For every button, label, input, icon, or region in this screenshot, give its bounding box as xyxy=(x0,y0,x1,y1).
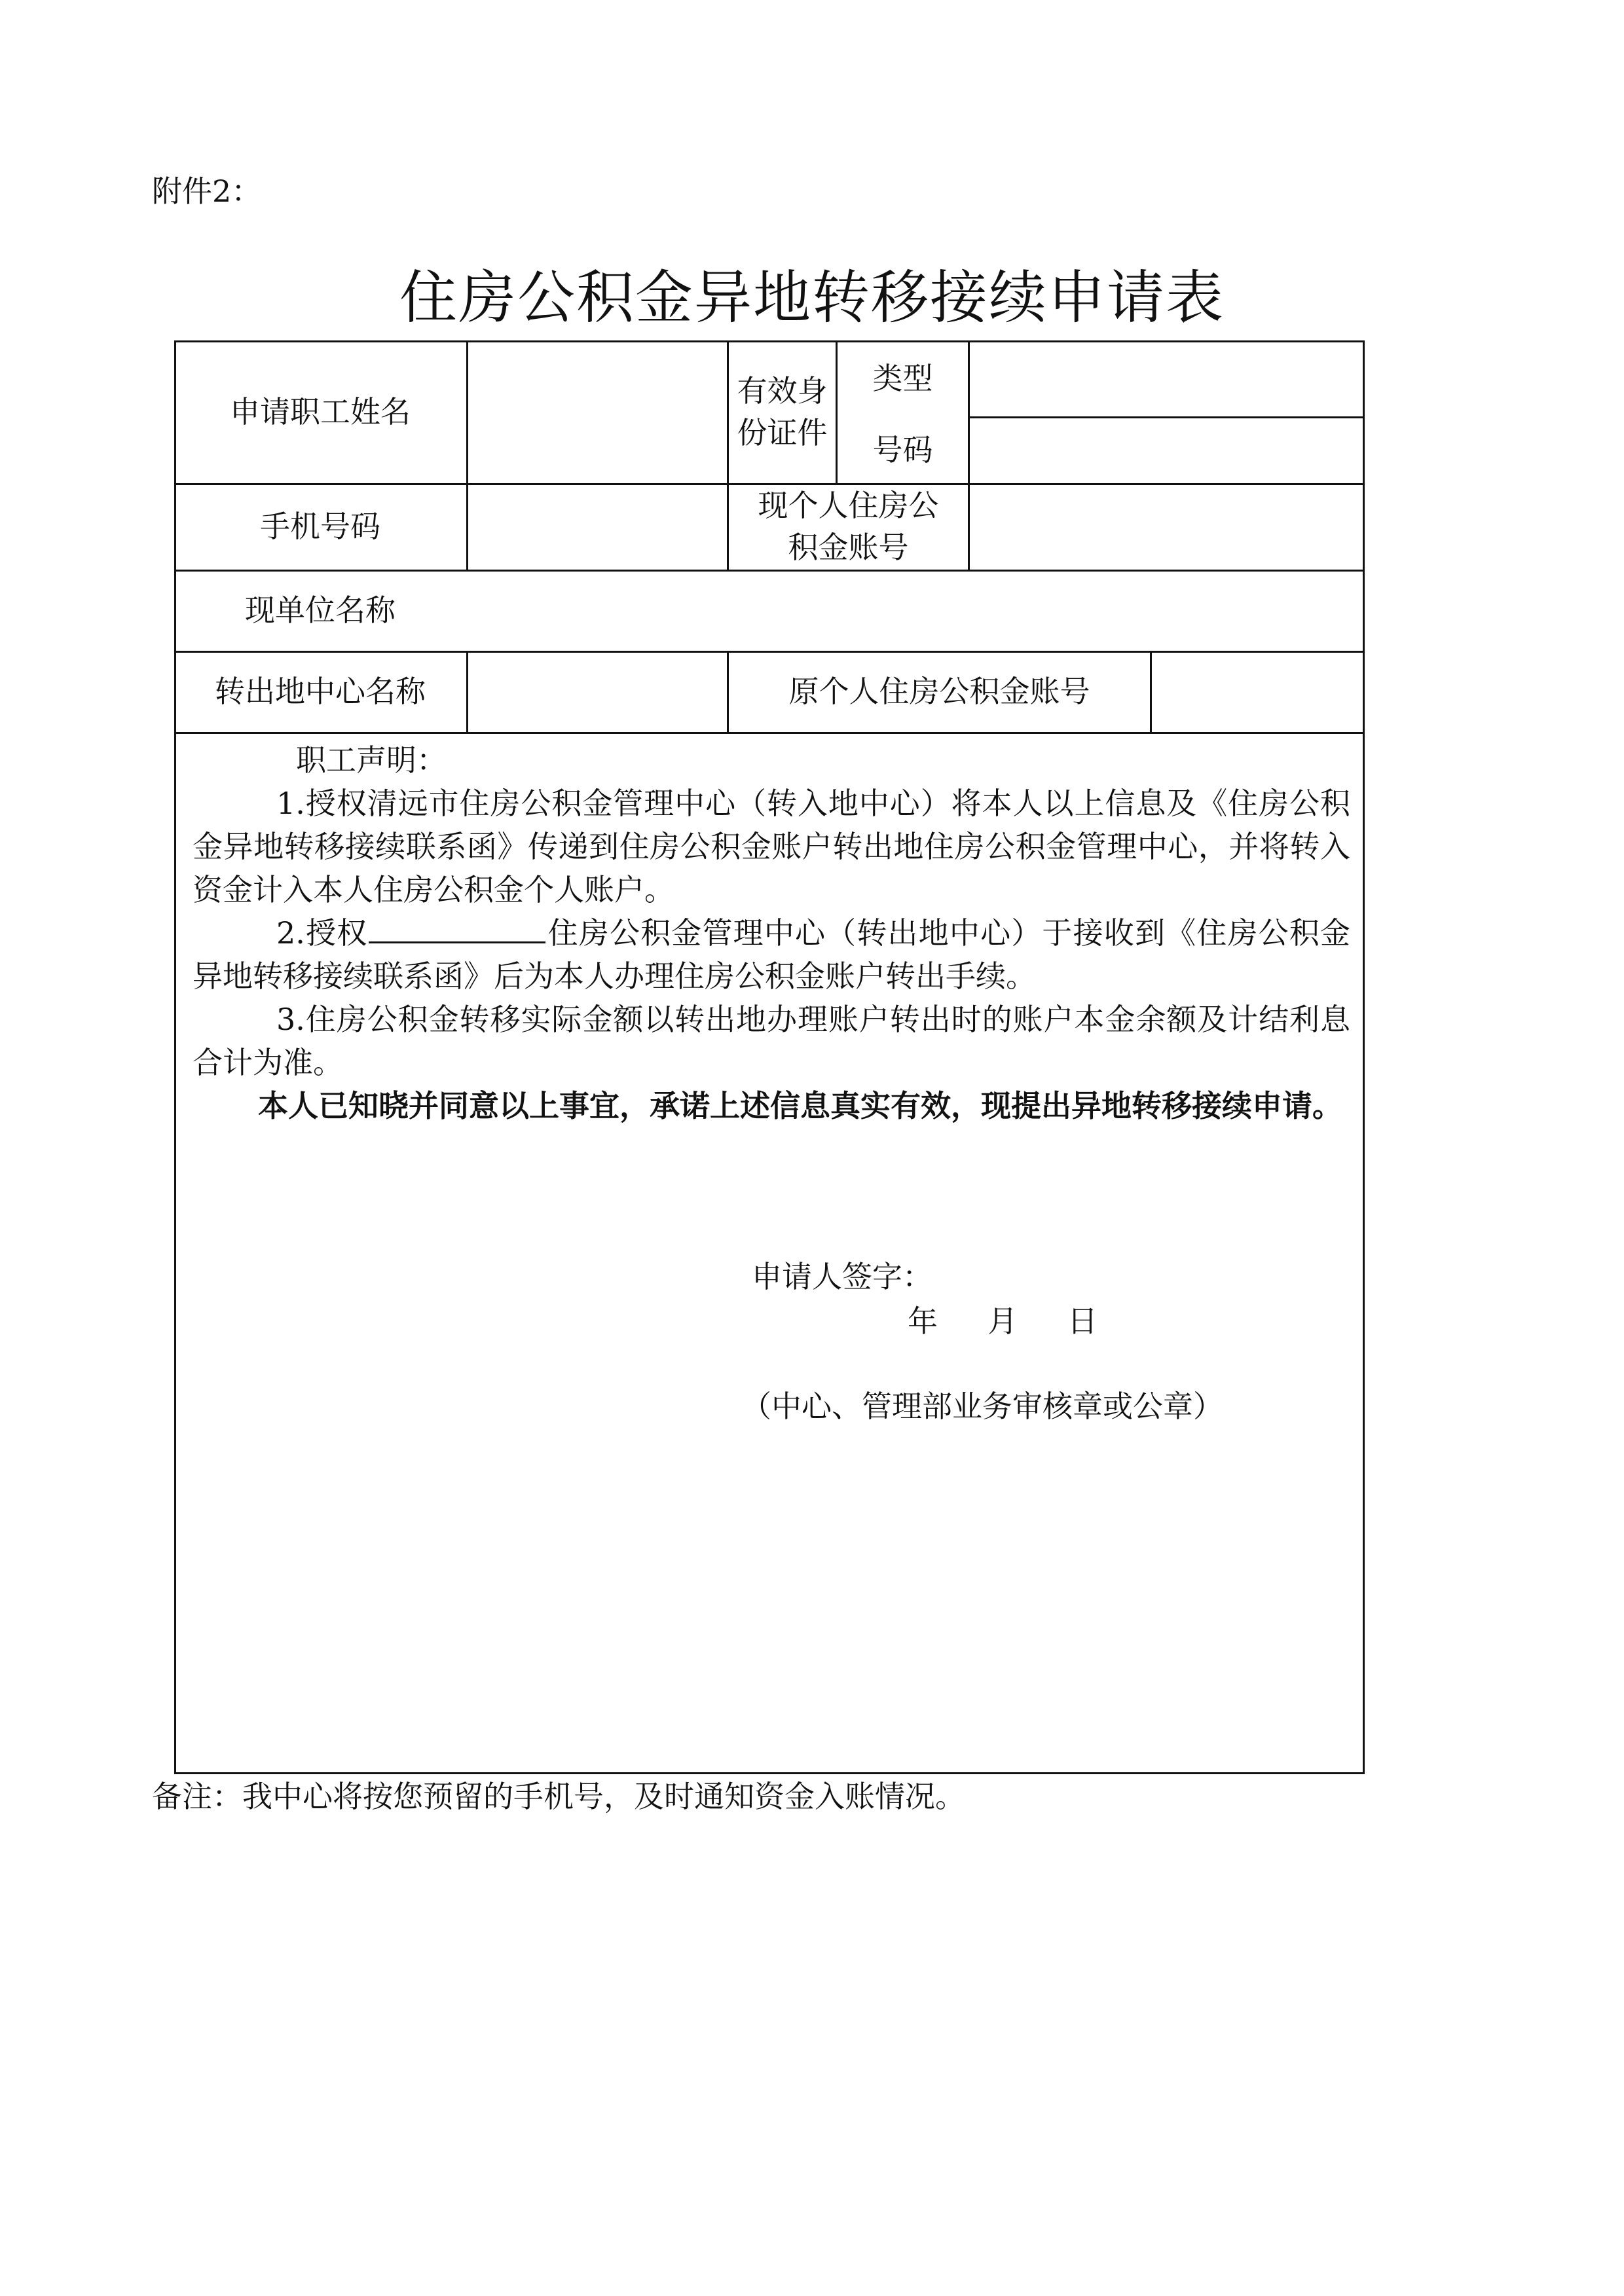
date-year-label: 年 xyxy=(908,1303,938,1339)
original-account-field[interactable] xyxy=(1152,653,1363,732)
current-account-label-line1: 现个人住房公 xyxy=(758,488,939,523)
current-employer-field[interactable] xyxy=(468,572,1363,651)
phone-label: 手机号码 xyxy=(260,509,380,544)
id-number-field[interactable] xyxy=(970,418,1363,483)
id-type-field[interactable] xyxy=(970,342,1363,416)
original-account-label: 原个人住房公积金账号 xyxy=(788,674,1090,709)
table-line-row4 xyxy=(174,732,1365,734)
form-title: 住房公积金异地转移接续申请表 xyxy=(399,264,1225,331)
applicant-name-field[interactable] xyxy=(468,342,727,483)
applicant-signature-label: 申请人签字： xyxy=(752,1259,932,1294)
id-document-label xyxy=(729,340,836,483)
current-employer-label: 现单位名称 xyxy=(245,592,396,628)
statement-item-2-suffix: 住房公积金管理中心（转出地中心）于接收到《住房公积金异地转移接续联系函》后为本人办理住房公积金账户转出手续。 xyxy=(193,915,1351,994)
transfer-out-center-label: 转出地中心名称 xyxy=(215,674,426,709)
table-border-right xyxy=(1363,340,1365,1774)
statement-agreement: 本人已知晓并同意以上事宜，承诺上述信息真实有效，现提出异地转移接续申请。 xyxy=(258,1088,1342,1123)
footer-note: 备注：我中心将按您预留的手机号，及时通知资金入账情况。 xyxy=(152,1779,965,1814)
statement-item-3: 3.住房公积金转移实际金额以转出地办理账户转出时的账户本金余额及计结利息合计为准。 xyxy=(193,1002,1350,1080)
applicant-name-label: 申请职工姓名 xyxy=(230,394,411,429)
table-border-bottom xyxy=(174,1772,1365,1774)
current-account-label-line2: 积金账号 xyxy=(788,530,909,565)
statement-item-1: 1.授权清远市住房公积金管理中心（转入地中心）将本人以上信息及《住房公积金异地转移接续联系函》传递到住房公积金账户转出地住房公积金管理中心，并将转入资金计入本人住房公积金个人账户。 xyxy=(193,786,1350,907)
application-form xyxy=(174,340,1365,1774)
attachment-label: 附件2： xyxy=(152,173,262,209)
date-day-label: 日 xyxy=(1067,1303,1098,1339)
id-document-label-line1: 有效身 xyxy=(737,373,828,409)
stamp-note: （中心、管理部业务审核章或公章） xyxy=(741,1389,1223,1424)
current-account-field[interactable] xyxy=(970,485,1363,570)
statement-item-2 xyxy=(193,911,1350,998)
transfer-out-center-field[interactable] xyxy=(468,653,727,732)
phone-field[interactable] xyxy=(468,485,727,570)
signature-date xyxy=(908,1300,1098,1342)
current-account-label xyxy=(729,483,968,570)
id-document-label-line2: 份证件 xyxy=(737,415,828,450)
id-number-label: 号码 xyxy=(872,432,933,467)
employee-statement xyxy=(193,738,1350,1127)
id-type-label: 类型 xyxy=(872,361,933,396)
date-month-label: 月 xyxy=(987,1303,1018,1339)
statement-item-2-prefix: 2.授权 xyxy=(276,915,368,951)
transfer-out-center-blank[interactable] xyxy=(369,913,545,943)
statement-heading: 职工声明： xyxy=(296,742,447,778)
